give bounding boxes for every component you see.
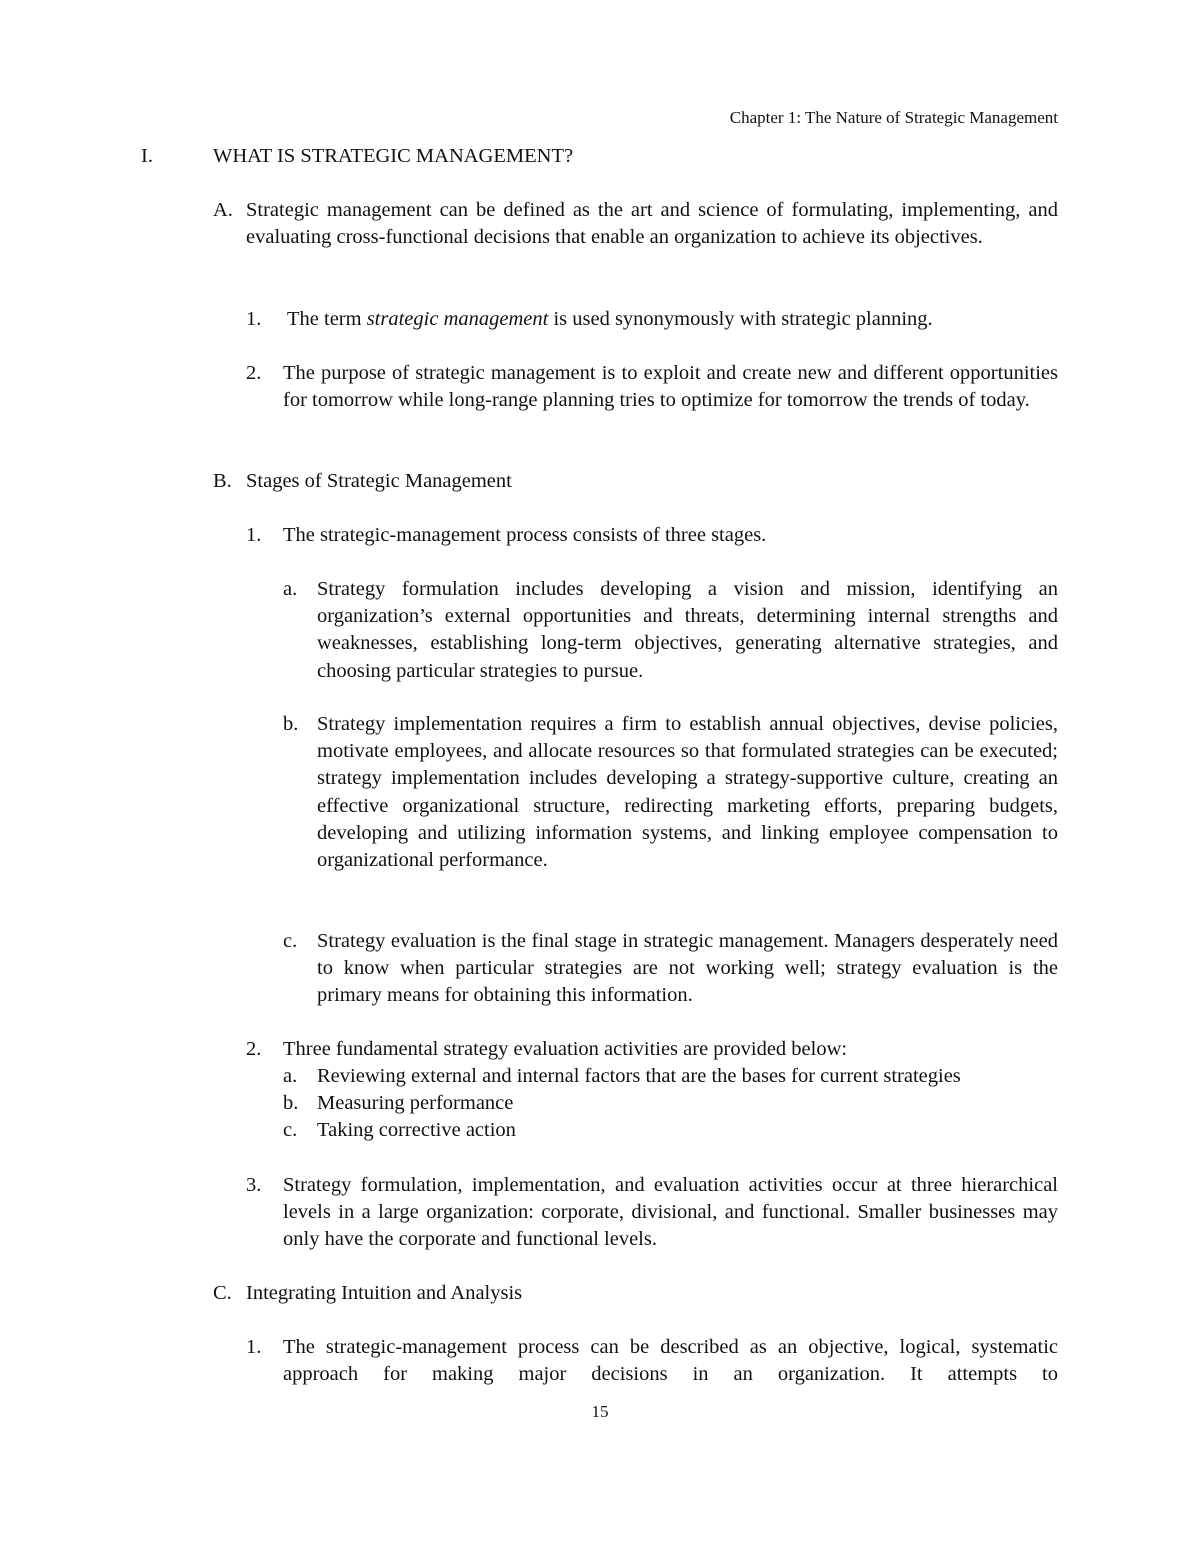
item-b1c-text: Strategy evaluation is the final stage in strategic management. Managers desperately need to know when particular strategies are not working well; strategy evaluation is the primary means for obtaining this information. — [317, 930, 1058, 1007]
item-b2-label: 2. — [246, 1038, 262, 1060]
item-c1-label: 1. — [246, 1336, 262, 1358]
item-a1-label: 1. — [246, 308, 262, 330]
section-title: WHAT IS STRATEGIC MANAGEMENT? — [213, 145, 574, 167]
item-b2b-text: Measuring performance — [317, 1092, 514, 1114]
item-b2b-label: b. — [283, 1092, 299, 1114]
item-b2-text: Three fundamental strategy evaluation activities are provided below: — [283, 1038, 848, 1060]
item-a2-label: 2. — [246, 362, 262, 384]
item-b1c-label: c. — [283, 930, 298, 952]
item-a1-text — [287, 306, 933, 333]
item-b2a-label: a. — [283, 1065, 298, 1087]
section-number: I. — [141, 145, 153, 167]
item-b1a-label: a. — [283, 578, 298, 600]
item-a1-emphasis: strategic management — [366, 308, 549, 330]
item-b2a-text: Reviewing external and internal factors that are the bases for current strategies — [317, 1065, 961, 1087]
item-b1a-text: Strategy formulation includes developing a vision and mission, identifying an organization’s external opportunities and threats, determining internal strengths and weaknesses, establishing long-term objectives, generating alternative strategies, and choosing particular strategies to pursue. — [317, 578, 1058, 682]
item-b-title: Stages of Strategic Management — [246, 470, 512, 492]
item-b1b-text: Strategy implementation requires a firm to establish annual objectives, devise policies, motivate employees, and allocate resources so that formulated strategies can be executed; strategy implementation includes developing a strategy-supportive culture, creating an effective organizational structure, redirecting marketing efforts, preparing budgets, developing and utilizing information systems, and linking employee compensation to organizational performance. — [317, 713, 1058, 872]
item-a1-text-before: The term — [287, 308, 367, 330]
item-b1-label: 1. — [246, 524, 262, 546]
item-a-text: Strategic management can be defined as the art and science of formulating, implementing, and evaluating cross-functional decisions that enable an organization to achieve its objectives. — [246, 199, 1058, 249]
item-b-label: B. — [213, 470, 232, 492]
item-b1b-label: b. — [283, 713, 299, 735]
item-b2c-text: Taking corrective action — [317, 1119, 516, 1141]
item-b2c-label: c. — [283, 1119, 298, 1141]
item-a-label: A. — [213, 199, 233, 221]
item-a2-text: The purpose of strategic management is to exploit and create new and different opportunities for tomorrow while long-range planning tries to optimize for tomorrow the trends of today. — [283, 362, 1058, 412]
item-a1-text-after: is used synonymously with strategic planning. — [548, 308, 933, 330]
page-number: 15 — [591, 1402, 609, 1421]
item-b3-label: 3. — [246, 1174, 262, 1196]
running-header: Chapter 1: The Nature of Strategic Management — [729, 108, 1058, 127]
item-b1-text: The strategic-management process consists of three stages. — [283, 524, 767, 546]
item-c-label: C. — [213, 1282, 232, 1304]
item-c-title: Integrating Intuition and Analysis — [246, 1282, 523, 1304]
item-c1-text: The strategic-management process can be described as an objective, logical, systematic approach for making major decisions in an organization. It attempts to — [283, 1336, 1058, 1386]
item-b3-text: Strategy formulation, implementation, and evaluation activities occur at three hierarchical levels in a large organization: corporate, divisional, and functional. Smaller businesses may only have the corporate and functional levels. — [283, 1174, 1058, 1251]
